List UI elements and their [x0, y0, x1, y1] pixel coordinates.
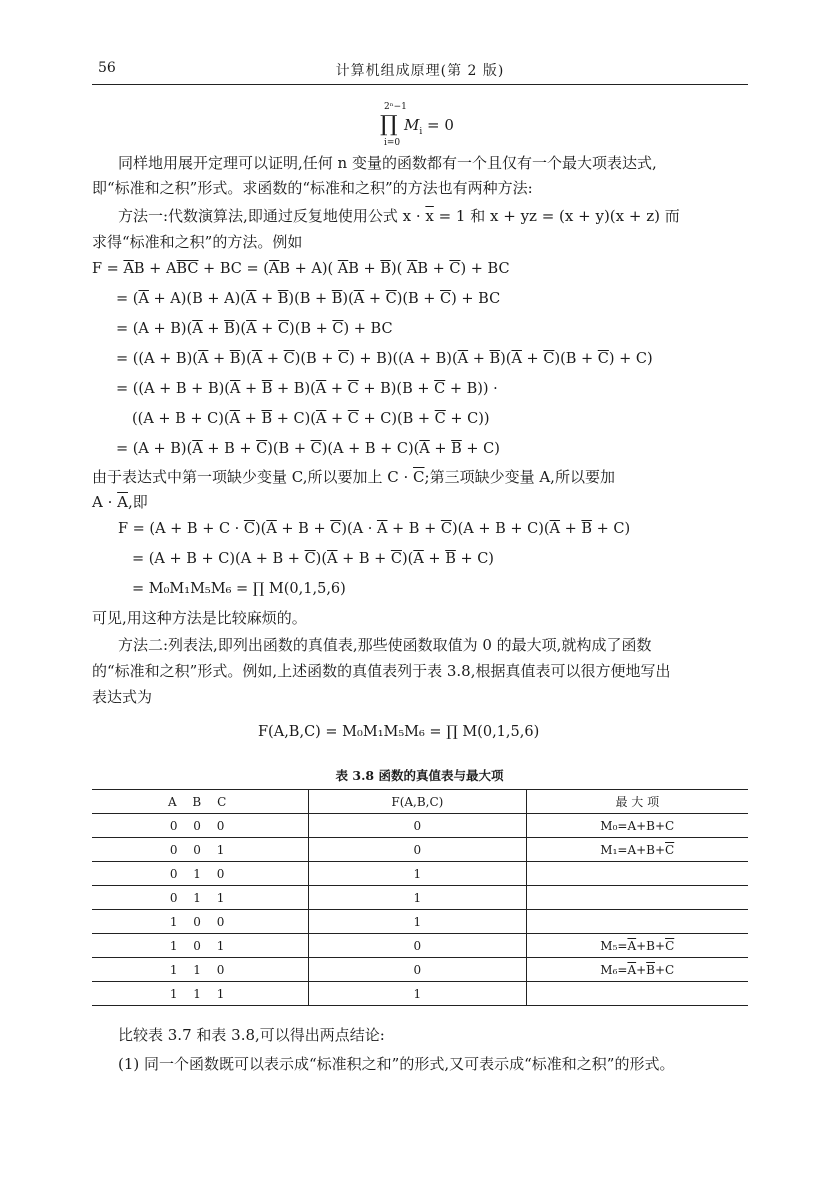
derivation-line-5: = $((A + B + B)(\overline{A} + \overline{B} + B)(\overline{A} + \overline{C} + B)(B + \overline{C} + B))$ · [116, 381, 498, 397]
paragraph-line: 即“标准和之积”形式。求函数的“标准和之积”的方法也有两种方法: [92, 179, 533, 197]
product-upper-limit: 2ⁿ−1 [384, 102, 407, 112]
derivation-line-7: = $(A + B)(\overline{A} + B + \overline{C})(B + \overline{C})(A + B + C)(\overline{A} + \overline{B} + C)$ [116, 441, 500, 457]
derivation2-line-3: = M₀M₁M₅M₆ = ∏ M(0,1,5,6) [132, 581, 346, 597]
derivation-line-2: = $(\overline{A} + A)(B + A)(\overline{A} + \overline{B})(B + \overline{B})(\overline{A} + \overline{C})(B + \overline{C})$ + BC [116, 291, 501, 307]
formula-final: F(A,B,C) = M₀M₁M₅M₆ = ∏ M(0,1,5,6) [258, 724, 540, 740]
paragraph-line: 可见,用这种方法是比较麻烦的。 [92, 609, 307, 627]
conclusion-intro: 比较表 3.7 和表 3.8,可以得出两点结论: [118, 1026, 385, 1044]
paragraph-line: 表达式为 [92, 688, 153, 706]
derivation-line-3: = $(A + B)(\overline{A} + \overline{B})(\overline{A} + \overline{C})(B + \overline{C})$ + BC [116, 321, 393, 337]
table-row: 0 0 1 0 $M_1=A+B+\overline{C}$ [92, 838, 748, 862]
method-one-line: 方法一:代数演算法,即通过反复地使用公式 $x \cdot \overline{x} = 1$ 和 x + yz = (x + y)(x + z) 而 [118, 207, 680, 225]
header-maxterm: 最 大 项 [526, 790, 748, 814]
table-row: 0 1 0 1 [92, 862, 748, 886]
book-title: 计算机组成原理(第 2 版) [335, 63, 505, 79]
paragraph-line: $A \cdot \overline{A}$,即 [92, 493, 148, 511]
derivation-line-1: $F = \overline{A}B + A\overline{BC}$ + BC = $(\overline{A}B + A)$( $\overline{A}B + \overline{B}$)( $\overline{A}B + \overline{C}$) + BC [92, 261, 510, 277]
maxterm-cell: M₀=A+B+C [526, 814, 748, 838]
table-header-row [92, 790, 748, 814]
maxterm-cell: $M_5=\overline{A}+B+\overline{C}$ [526, 934, 748, 958]
conclusion-point-1: (1) 同一个函数既可以表示成“标准积之和”的形式,又可表示成“标准和之积”的形式。 [118, 1055, 675, 1073]
page-number: 56 [98, 60, 116, 76]
derivation2-line-2: = $(A + B + C)(A + B + \overline{C})(\overline{A} + B + \overline{C})(\overline{A} + \overline{B} + C)$ [132, 551, 494, 567]
table-caption: 表 3.8 函数的真值表与最大项 [335, 768, 504, 783]
header-abc: A B C [92, 790, 309, 814]
paragraph-line: 的“标准和之积”形式。例如,上述函数的真值表列于表 3.8,根据真值表可以很方便地写出 [92, 662, 671, 680]
maxterm-cell: $M_1=A+B+\overline{C}$ [526, 838, 748, 862]
paragraph-line: 由于表达式中第一项缺少变量 C,所以要加上 $C \cdot \overline{C}$;第三项缺少变量 A,所以要加 [92, 468, 615, 486]
page-header [92, 58, 748, 85]
product-body: $M_i = 0$ [404, 116, 454, 137]
paragraph-line: 同样地用展开定理可以证明,任何 n 变量的函数都有一个且仅有一个最大项表达式, [118, 154, 657, 172]
derivation-line-6: $((A + B + C)(\overline{A} + \overline{B} + C)(\overline{A} + \overline{C} + C)(B + \overline{C} + C))$ [132, 411, 490, 427]
truth-table [92, 789, 748, 1006]
table-row: 1 1 1 1 [92, 982, 748, 1006]
maxterm-cell: $M_6=\overline{A}+\overline{B}+C$ [526, 958, 748, 982]
table-row: 0 0 0 0 M₀=A+B+C [92, 814, 748, 838]
method-two-line: 方法二:列表法,即列出函数的真值表,那些使函数取值为 0 的最大项,就构成了函数 [118, 636, 652, 654]
header-f: F(A,B,C) [309, 790, 526, 814]
paragraph-line: 求得“标准和之积”的方法。例如 [92, 233, 303, 251]
table-row: 0 1 1 1 [92, 886, 748, 910]
table-row: 1 0 0 1 [92, 910, 748, 934]
table-row: 1 1 0 0 $M_6=\overline{A}+\overline{B}+C$ [92, 958, 748, 982]
product-symbol: ∏ [380, 112, 398, 137]
derivation2-line-1: $F = (A + B + C \cdot \overline{C})(\overline{A} + B + \overline{C})(A \cdot \overline{A} + B + \overline{C})(A + B + C)(\overline{A} + \overline{B} + C)$ [118, 521, 631, 537]
derivation-line-4: = $((A + B)(\overline{A} + \overline{B})(\overline{A} + \overline{C})(B + \overline{C}) + B)((A + B)(\overline{A} + \overline{B})(\overline{A} + \overline{C})(B + \overline{C}) + C)$ [116, 351, 653, 367]
table-row: 1 0 1 0 $M_5=\overline{A}+B+\overline{C}$ [92, 934, 748, 958]
product-lower-limit: i=0 [384, 138, 401, 148]
